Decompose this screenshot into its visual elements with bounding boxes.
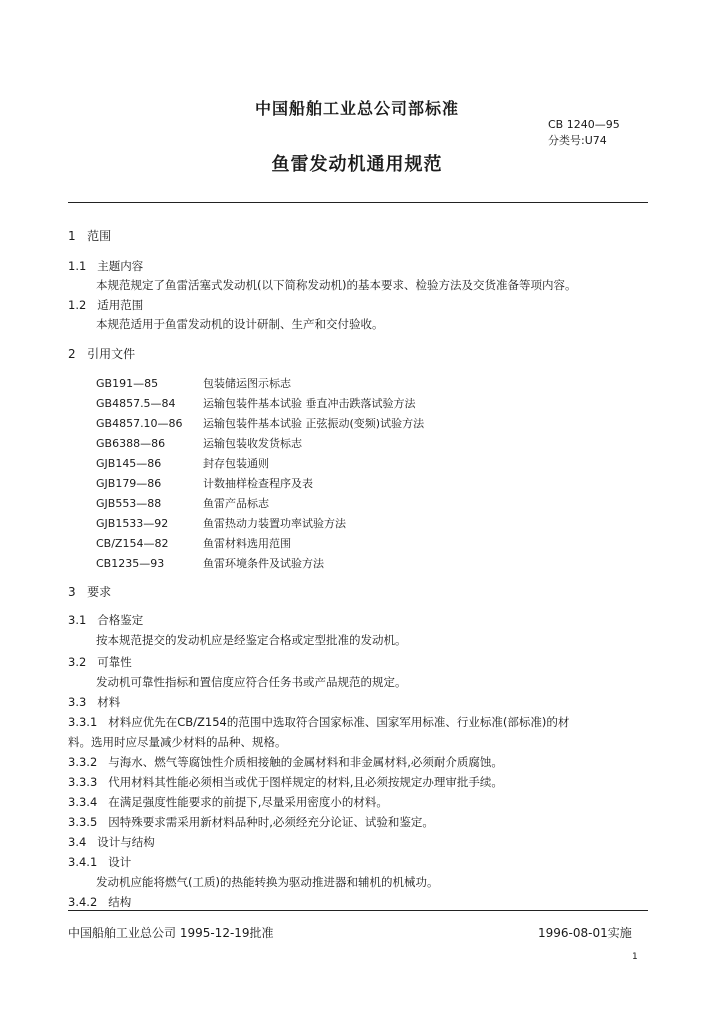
- clause-text: 材料应优先在CB/Z154的范围中选取符合国家标准、国家军用标准、行业标准(部标准)的材: [108, 715, 570, 729]
- clause-text: 与海水、燃气等腐蚀性介质相接触的金属材料和非金属材料,必须耐介质腐蚀。: [108, 755, 503, 769]
- reference-title: 鱼雷产品标志: [203, 497, 269, 510]
- section-3-4-heading: [68, 834, 155, 850]
- clause-3-3-3: [68, 774, 503, 790]
- section-1-heading: [68, 228, 111, 244]
- clause-number: 3.3.4: [68, 795, 98, 809]
- section-number: 3.4: [68, 835, 87, 849]
- section-number: 3.1: [68, 613, 87, 627]
- reference-title: 鱼雷材料选用范围: [203, 537, 291, 550]
- section-number: 1.2: [68, 298, 87, 312]
- section-title: 要求: [87, 585, 112, 599]
- reference-code: GB191—85: [96, 377, 159, 390]
- clause-text: 因特殊要求需采用新材料品种时,必须经充分论证、试验和鉴定。: [108, 815, 434, 829]
- section-title: 适用范围: [97, 298, 144, 312]
- clause-text: 代用材料其性能必须相当或优于图样规定的材料,且必须按规定办理审批手续。: [108, 775, 503, 789]
- reference-title: 运输包装件基本试验 正弦振动(变频)试验方法: [203, 417, 425, 430]
- clause-3-3-1: [68, 714, 569, 730]
- section-3-4-2-heading: [68, 894, 131, 910]
- clause-number: 3.3.2: [68, 755, 98, 769]
- implementation-date: 1996-08-01实施: [538, 926, 632, 940]
- clause-number: 3.3.1: [68, 715, 98, 729]
- section-number: 3.2: [68, 655, 87, 669]
- section-number: 3.4.2: [68, 895, 98, 909]
- reference-title: 鱼雷环境条件及试验方法: [203, 557, 324, 570]
- section-3-2-heading: [68, 654, 132, 670]
- section-1-1-heading: [68, 258, 143, 274]
- reference-title: 封存包装通则: [203, 457, 269, 470]
- reference-code: GB6388—86: [96, 437, 166, 450]
- section-2-heading: [68, 346, 135, 362]
- reference-title: 运输包装件基本试验 垂直冲击跌落试验方法: [203, 397, 416, 410]
- section-number: 2: [68, 347, 76, 361]
- section-3-4-1-text: 发动机应能将燃气(工质)的热能转换为驱动推进器和辅机的机械功。: [96, 875, 439, 889]
- reference-code: CB1235—93: [96, 557, 165, 570]
- section-number: 3: [68, 585, 76, 599]
- section-3-1-heading: [68, 612, 143, 628]
- issuing-organization: 中国船舶工业总公司部标准: [254, 99, 459, 118]
- section-number: 1.1: [68, 259, 87, 273]
- section-3-3-heading: [68, 694, 120, 710]
- section-title: 引用文件: [87, 347, 136, 361]
- clause-number: 3.3.3: [68, 775, 98, 789]
- section-3-4-1-heading: [68, 854, 131, 870]
- section-number: 3.4.1: [68, 855, 98, 869]
- section-title: 合格鉴定: [97, 613, 144, 627]
- reference-code: GJB145—86: [96, 457, 162, 470]
- section-title: 结构: [108, 895, 132, 909]
- clause-number: 3.3.5: [68, 815, 98, 829]
- section-1-1-text: 本规范规定了鱼雷活塞式发动机(以下简称发动机)的基本要求、检验方法及交货准备等项内容。: [96, 278, 577, 292]
- section-1-2-text: 本规范适用于鱼雷发动机的设计研制、生产和交付验收。: [96, 317, 384, 331]
- standard-code-block: [548, 117, 620, 149]
- section-number: 1: [68, 229, 76, 243]
- clause-3-3-5: [68, 814, 434, 830]
- section-title: 设计: [108, 855, 132, 869]
- section-title: 可靠性: [97, 655, 132, 669]
- document-title: 鱼雷发动机通用规范: [271, 154, 443, 175]
- section-title: 主题内容: [97, 259, 144, 273]
- reference-code: CB/Z154—82: [96, 537, 169, 550]
- reference-title: 鱼雷热动力装置功率试验方法: [203, 517, 346, 530]
- clause-text: 在满足强度性能要求的前提下,尽量采用密度小的材料。: [108, 795, 388, 809]
- section-title: 范围: [87, 229, 112, 243]
- reference-title: 运输包装收发货标志: [203, 437, 302, 450]
- section-3-heading: [68, 584, 111, 600]
- standard-code: CB 1240—95: [548, 118, 620, 131]
- section-3-1-text: 按本规范提交的发动机应是经鉴定合格或定型批准的发动机。: [96, 633, 407, 647]
- section-3-2-text: 发动机可靠性指标和置信度应符合任务书或产品规范的规定。: [96, 675, 407, 689]
- footer-divider: [68, 910, 648, 911]
- clause-3-3-2: [68, 754, 503, 770]
- clause-3-3-4: [68, 794, 388, 810]
- classification-code: 分类号:U74: [548, 134, 607, 147]
- section-title: 材料: [97, 695, 121, 709]
- reference-code: GJB1533—92: [96, 517, 169, 530]
- section-title: 设计与结构: [97, 835, 155, 849]
- clause-3-3-1-continuation: 料。选用时应尽量减少材料的品种、规格。: [68, 735, 287, 749]
- section-number: 3.3: [68, 695, 87, 709]
- reference-code: GJB553—88: [96, 497, 162, 510]
- approval-line: 中国船舶工业总公司 1995-12-19批准: [68, 926, 274, 940]
- header-divider: [68, 202, 648, 203]
- page-number: 1: [632, 952, 638, 962]
- reference-title: 包装储运图示标志: [203, 377, 291, 390]
- reference-code: GJB179—86: [96, 477, 162, 490]
- section-1-2-heading: [68, 297, 143, 313]
- reference-code: GB4857.5—84: [96, 397, 176, 410]
- reference-code: GB4857.10—86: [96, 417, 183, 430]
- reference-title: 计数抽样检查程序及表: [203, 477, 313, 490]
